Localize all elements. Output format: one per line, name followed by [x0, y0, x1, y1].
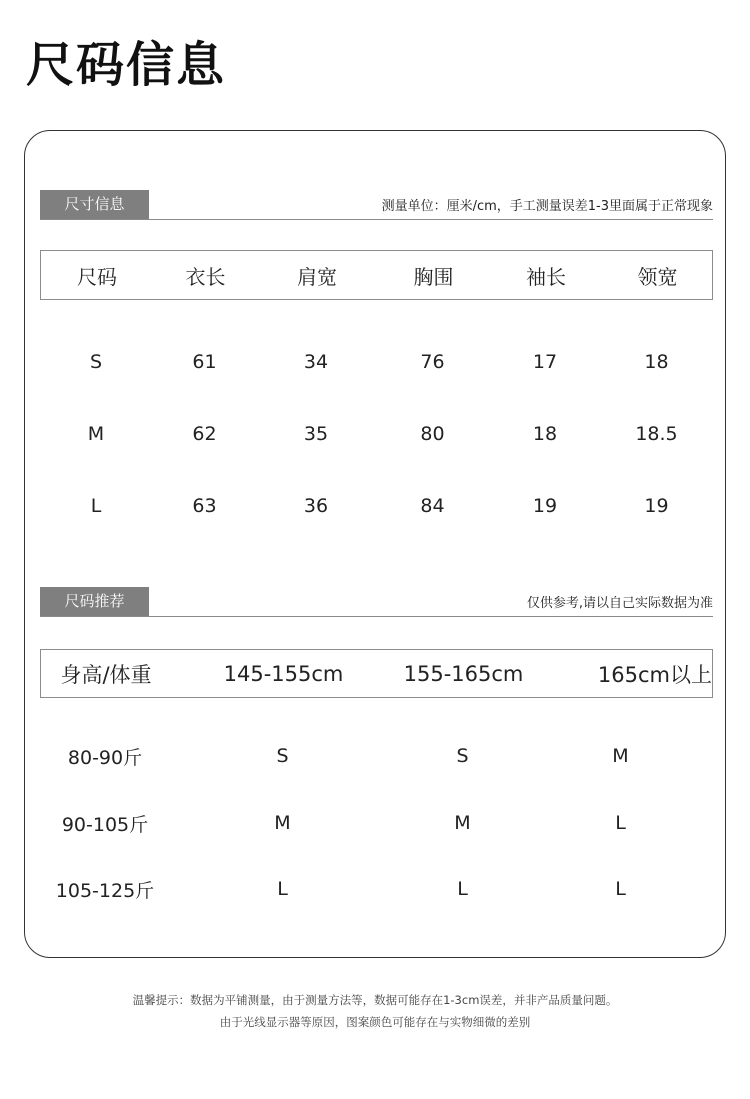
- size-cell: 19: [644, 495, 669, 517]
- recommend-table-row: [40, 874, 713, 904]
- recommend-weight-cell: 90-105斤: [61, 813, 149, 836]
- recommend-header-cell: 145-155cm: [223, 661, 344, 686]
- size-header-cell: 衣长: [185, 264, 226, 289]
- size-cell: M: [87, 423, 105, 445]
- size-section-header: [40, 190, 713, 220]
- size-table-row: [40, 491, 713, 521]
- size-cell: S: [89, 351, 103, 373]
- size-header-cell: 肩宽: [297, 264, 337, 289]
- size-cell: 18.5: [635, 423, 678, 445]
- page-title: 尺码信息: [26, 37, 227, 93]
- footer-note-1: 温馨提示：数据为平铺测量，由于测量方法等，数据可能存在1-3cm误差，并非产品质量问题。: [132, 993, 618, 1007]
- recommend-size-cell: S: [456, 745, 469, 767]
- recommend-section-header: [40, 587, 713, 617]
- recommend-table-header: [40, 649, 713, 698]
- size-cell: 18: [644, 351, 669, 373]
- size-header-cell: 胸围: [413, 264, 454, 289]
- recommend-section-tag: 尺码推荐: [40, 587, 149, 616]
- size-header-cell: 袖长: [526, 264, 566, 289]
- size-cell: 76: [420, 351, 445, 373]
- size-cell: 18: [532, 423, 558, 445]
- recommend-size-cell: L: [615, 812, 626, 834]
- size-card: [24, 130, 726, 958]
- recommend-size-cell: M: [454, 812, 471, 834]
- footer-note-2: 由于光线显示器等原因，图案颜色可能存在与实物细微的差别: [219, 1015, 531, 1029]
- size-cell: 17: [532, 351, 558, 373]
- size-cell: 34: [303, 351, 329, 373]
- recommend-size-cell: L: [615, 878, 626, 900]
- size-cell: 61: [192, 351, 217, 373]
- recommend-table-row: [40, 808, 713, 838]
- recommend-size-cell: S: [276, 745, 289, 767]
- size-table-header: [40, 250, 713, 300]
- recommend-size-cell: L: [277, 878, 288, 900]
- size-header-cell: 尺码: [77, 264, 117, 289]
- size-cell: 63: [192, 495, 217, 517]
- size-cell: 80: [420, 423, 445, 445]
- size-header-cell: 领宽: [637, 264, 678, 289]
- size-table-row: [40, 347, 713, 377]
- recommend-size-cell: L: [457, 878, 468, 900]
- recommend-size-cell: M: [612, 745, 629, 767]
- size-cell: 62: [192, 423, 217, 445]
- recommend-section-note: 仅供参考,请以自己实际数据为准: [526, 596, 713, 611]
- recommend-weight-cell: 105-125斤: [55, 879, 155, 902]
- size-cell: L: [90, 495, 102, 517]
- size-cell: 84: [420, 495, 445, 517]
- recommend-size-cell: M: [274, 812, 291, 834]
- size-section-tag: 尺寸信息: [40, 190, 149, 219]
- recommend-table-row: [40, 741, 713, 771]
- size-table-row: [40, 419, 713, 449]
- size-section-note: 测量单位：厘米/cm，手工测量误差1-3里面属于正常现象: [381, 199, 713, 214]
- recommend-header-cell: 身高/体重: [60, 662, 152, 687]
- size-cell: 36: [303, 495, 329, 517]
- recommend-weight-cell: 80-90斤: [67, 746, 143, 769]
- size-cell: 35: [303, 423, 329, 445]
- recommend-header-cell: 165cm以上: [597, 662, 712, 687]
- recommend-header-cell: 155-165cm: [403, 661, 524, 686]
- size-cell: 19: [532, 495, 558, 517]
